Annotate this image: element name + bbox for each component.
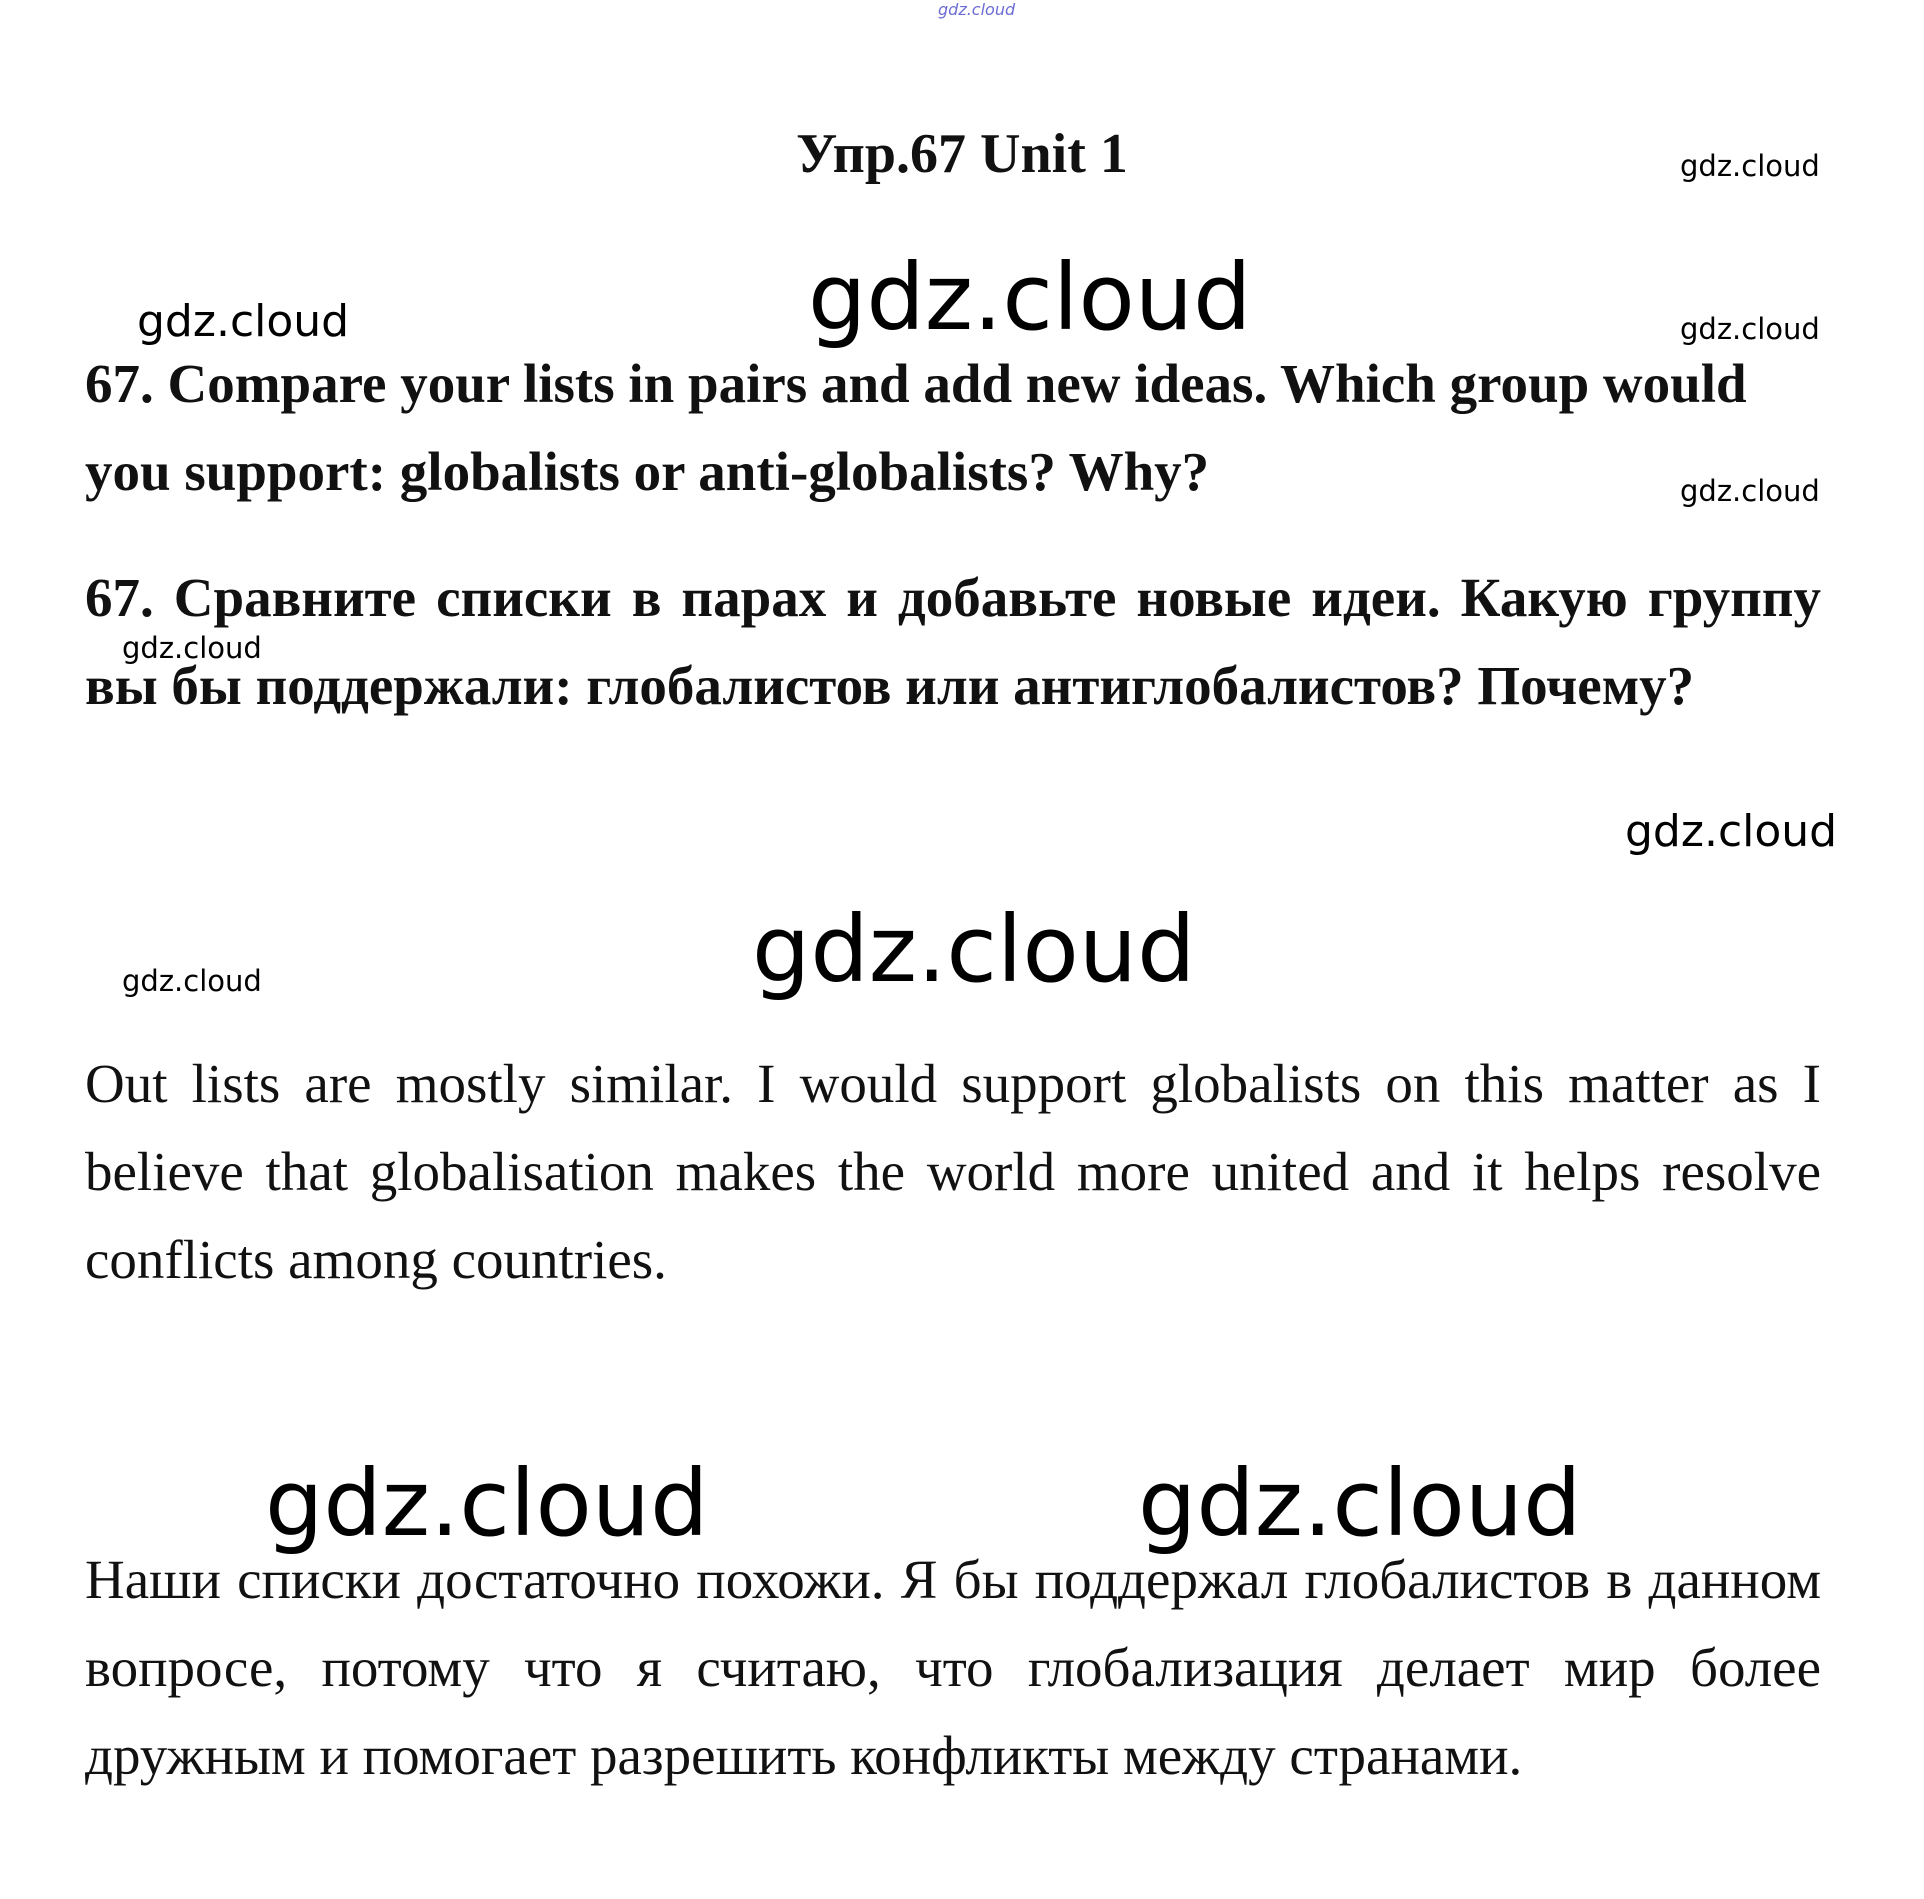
watermark: gdz.cloud [1680,312,1820,346]
watermark-large: gdz.cloud [1138,1450,1582,1557]
watermark: gdz.cloud [122,964,262,998]
watermark-top: gdz.cloud [938,0,1016,19]
watermark: gdz.cloud [137,296,350,347]
task-text-russian: 67. Сравните списки в парах и добавьте новые идеи. Какую группу вы бы поддержали: глобалистов или антиглобалистов? Почему? [85,567,1821,716]
watermark-large: gdz.cloud [808,244,1252,351]
watermark: gdz.cloud [1680,149,1820,183]
watermark: gdz.cloud [1680,474,1820,508]
watermark: gdz.cloud [1625,806,1838,857]
watermark-large: gdz.cloud [265,1450,709,1557]
answer-text-english: Out lists are mostly similar. I would support globalists on this matter as I believe that globalisation makes the world more united and it helps resolve conflicts among countries. [85,1053,1821,1290]
task-text-english: 67. Compare your lists in pairs and add new ideas. Which group would you support: globalists or anti-globalists? Why? [85,353,1747,502]
answer-text-russian: Наши списки достаточно похожи. Я бы поддержал глобалистов в данном вопросе, потому что я считаю, что глобализация делает мир более дружным и помогает разрешить конфликты между странами. [85,1549,1821,1786]
watermark-large: gdz.cloud [752,896,1196,1003]
watermark: gdz.cloud [122,631,262,665]
page-title: Упр.67 Unit 1 [796,123,1128,185]
